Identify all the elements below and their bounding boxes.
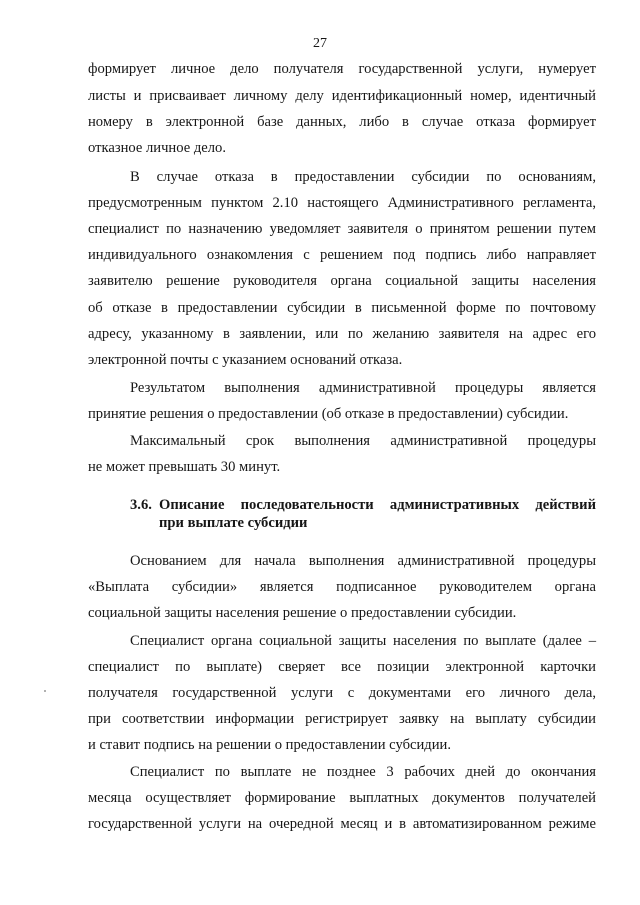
text-line: Специалист органа социальной защиты населения по выплате (далее – bbox=[130, 633, 596, 649]
text-line: номеру в электронной базе данных, либо в случае отказа формирует bbox=[88, 114, 596, 130]
text-line: формирует личное дело получателя государственной услуги, нумерует bbox=[88, 61, 596, 77]
scan-speck bbox=[44, 690, 46, 692]
text-line: специалист по выплате) сверяет все позиции электронной карточки bbox=[88, 659, 596, 675]
text-line: Специалист по выплате не позднее 3 рабочих дней до окончания bbox=[130, 764, 596, 780]
text-line: листы и присваивает личному делу идентификационный номер, идентичный bbox=[88, 88, 596, 104]
text-line: Основанием для начала выполнения административной процедуры bbox=[130, 553, 596, 569]
text-line: адресу, указанному в заявлении, или по желанию заявителя на адрес его bbox=[88, 326, 596, 342]
text-line: «Выплата субсидии» является подписанное руководителем органа bbox=[88, 579, 596, 595]
text-line: отказное личное дело. bbox=[88, 140, 226, 156]
text-line: месяца осуществляет формирование выплатных документов получателей bbox=[88, 790, 596, 806]
text-line: и ставит подпись на решении о предоставлении субсидии. bbox=[88, 737, 451, 753]
text-line: об отказе в предоставлении субсидии в письменной форме по почтовому bbox=[88, 300, 596, 316]
text-line: не может превышать 30 минут. bbox=[88, 459, 281, 475]
text-line: электронной почты с указанием оснований отказа. bbox=[88, 352, 403, 368]
text-line: заявителю решение руководителя органа социальной защиты населения bbox=[88, 273, 596, 289]
text-line: при соответствии информации регистрирует заявку на выплату субсидии bbox=[88, 711, 596, 727]
text-line: социальной защиты населения решение о предоставлении субсидии. bbox=[88, 605, 517, 621]
text-line: индивидуального ознакомления с решением под подпись либо направляет bbox=[88, 247, 596, 263]
page-number: 27 bbox=[313, 36, 327, 51]
text-line: В случае отказа в предоставлении субсидии по основаниям, bbox=[130, 169, 596, 185]
text-line: специалист по назначению уведомляет заявителя о принятом решении путем bbox=[88, 221, 596, 237]
section-title-line: при выплате субсидии bbox=[159, 515, 308, 531]
text-line: получателя государственной услуги с документами его личного дела, bbox=[88, 685, 596, 701]
section-number: 3.6. bbox=[130, 497, 152, 513]
text-line: государственной услуги на очередной месяц и в автоматизированном режиме bbox=[88, 816, 596, 832]
section-title-line: Описание последовательности административных действий bbox=[159, 497, 596, 513]
text-line: предусмотренным пунктом 2.10 настоящего Административного регламента, bbox=[88, 195, 596, 211]
text-line: Максимальный срок выполнения административной процедуры bbox=[130, 433, 596, 449]
text-line: Результатом выполнения административной процедуры является bbox=[130, 380, 596, 396]
text-line: принятие решения о предоставлении (об отказе в предоставлении) субсидии. bbox=[88, 406, 569, 422]
